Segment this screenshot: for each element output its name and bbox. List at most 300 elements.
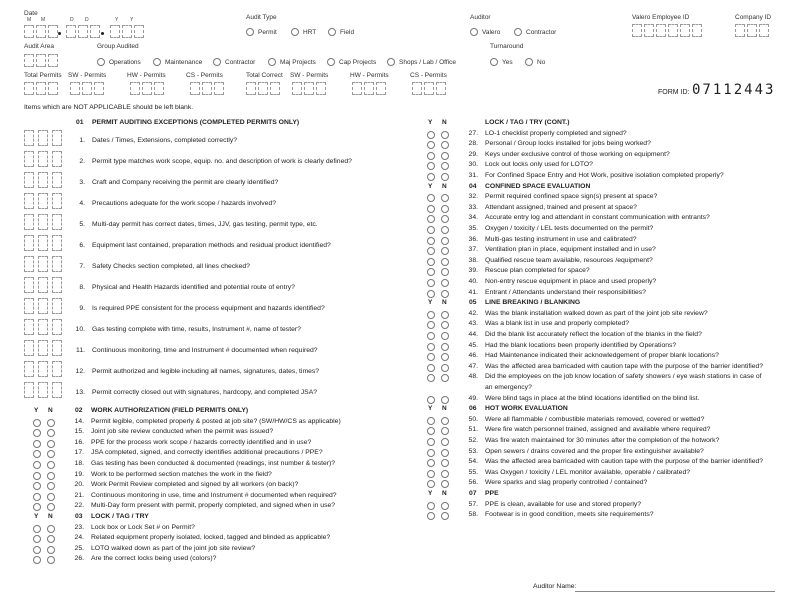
item-question: Multi-day permit has correct dates, times, JJV, gas testing, permit type, etc.	[92, 221, 318, 228]
date-sub-y1: Y	[115, 17, 119, 23]
no-radio[interactable]	[47, 482, 55, 490]
item-number: 40.	[468, 278, 478, 285]
item-question: Keys under exclusive control of those working on equipment?	[485, 150, 670, 158]
cs-correct-label: CS - Permits	[410, 72, 447, 79]
cs-permits-field[interactable]	[190, 82, 225, 95]
yes-radio[interactable]	[427, 279, 435, 287]
item-question: Is required PPE consistent for the process equipment and hazards identified?	[92, 305, 325, 312]
no-radio[interactable]	[47, 472, 55, 480]
yes-radio[interactable]	[427, 226, 435, 234]
no-radio[interactable]	[441, 311, 449, 319]
item-question: Physical and Health Hazards identified and potential route of entry?	[92, 284, 295, 291]
yes-radio[interactable]	[427, 152, 435, 160]
item-question: Footwear is in good condition, meets site requirements?	[485, 511, 654, 519]
item-number: 34.	[468, 214, 478, 222]
yes-column-header: Y	[428, 405, 433, 413]
item-number: 3.	[79, 179, 85, 186]
yes-radio[interactable]	[427, 258, 435, 266]
item-number: 38.	[468, 256, 478, 264]
date-sub-d2: D	[85, 17, 89, 23]
no-radio[interactable]	[441, 449, 449, 457]
date-separator-dot	[101, 32, 104, 35]
item-number: 55.	[468, 468, 478, 476]
audit-type-label: Audit Type	[246, 14, 277, 21]
item-question: Gas testing complete with time, results, Instrument #, name of tester?	[92, 326, 301, 333]
no-radio[interactable]	[441, 353, 449, 361]
item-question: Accurate entry log and attendant in constant communication with entrants?	[485, 214, 710, 222]
item-question: Joint job site review conducted when the permit was issued?	[91, 428, 274, 436]
item-number: 20.	[74, 481, 84, 489]
item-number: 52.	[468, 437, 478, 444]
yes-radio[interactable]	[427, 162, 435, 170]
no-radio[interactable]	[441, 205, 449, 213]
item-question: Dates / Times, Extensions, completed correctly?	[92, 137, 238, 144]
no-radio[interactable]	[441, 374, 449, 382]
auditor-contractor[interactable]: Contractor	[514, 28, 556, 36]
item-question: Had Maintenance indicated their acknowledgement of proper blank locations?	[485, 352, 719, 360]
yes-radio[interactable]	[427, 141, 435, 149]
item-question: Was the affected area barricaded with caution tape with the purpose of the barrier identified?	[485, 362, 764, 370]
yes-radio[interactable]	[427, 459, 435, 467]
yes-radio[interactable]	[33, 429, 41, 437]
item-question: Lock out locks only used for LOTO?	[485, 161, 593, 169]
yes-radio[interactable]	[33, 535, 41, 543]
item-number: 51.	[468, 426, 478, 434]
no-column-header: N	[442, 299, 447, 307]
audit-type-hrt[interactable]: HRT	[291, 28, 316, 36]
item-number: 31.	[468, 172, 478, 179]
no-radio[interactable]	[441, 194, 449, 202]
item-number: 14.	[74, 417, 84, 425]
no-column-header: N	[442, 182, 447, 190]
item-number: 1.	[79, 137, 85, 144]
item-number: 58.	[468, 511, 478, 519]
no-radio[interactable]	[441, 459, 449, 467]
no-radio[interactable]	[47, 525, 55, 533]
item-question: Related equipment properly isolated, locked, tagged and blinded as applicable?	[91, 534, 331, 542]
yes-column-header: Y	[428, 299, 433, 307]
group-operations[interactable]: Operations	[97, 58, 141, 66]
section-number: 03	[75, 513, 83, 520]
form-id-label: FORM ID:	[658, 89, 690, 96]
item-number: 9.	[79, 305, 85, 312]
item-question: Were all flammable / combustible materials removed, covered or wetted?	[485, 415, 705, 423]
group-audited-label: Group Audited	[97, 43, 139, 50]
no-radio[interactable]	[47, 440, 55, 448]
yes-radio[interactable]	[427, 512, 435, 520]
item-question: Oxygen / toxicity / LEL tests documented on the permit?	[485, 225, 654, 232]
yes-radio[interactable]	[427, 343, 435, 351]
total-correct-label: Total Correct	[246, 72, 283, 79]
no-radio[interactable]	[47, 450, 55, 458]
item-number: 44.	[468, 331, 478, 338]
exception-count-boxes[interactable]	[24, 130, 63, 146]
item-question: Permit correctly closed out with signatures, hardcopy, and completed JSA?	[92, 389, 318, 396]
item-question: Personal / Group locks installed for jobs being worked?	[485, 140, 651, 148]
yes-radio[interactable]	[427, 374, 435, 382]
no-radio[interactable]	[441, 152, 449, 160]
date-sub-d1: D	[70, 17, 74, 23]
date-month-field[interactable]	[24, 25, 59, 38]
item-question: Gas testing has been conducted & documented (readings, inst number & tester)?	[91, 460, 336, 467]
item-number: 45.	[468, 341, 478, 349]
item-number: 32.	[468, 193, 478, 201]
yes-column-header: Y	[428, 119, 433, 126]
no-radio[interactable]	[441, 417, 449, 425]
sw-correct-label: SW - Permits	[290, 72, 329, 79]
item-question: For Confined Space Entry and Hot Work, positive isolation completed properly?	[485, 172, 724, 179]
item-question: Attendant assigned, trained and present at space?	[485, 203, 637, 211]
company-id-field[interactable]	[735, 24, 770, 37]
exception-count-boxes[interactable]	[24, 172, 63, 188]
item-question: Were fire watch personnel trained, assigned and available where required?	[485, 426, 711, 434]
no-radio[interactable]	[441, 364, 449, 372]
item-question: Permit required confined space sign(s) present at space?	[485, 193, 658, 201]
no-radio[interactable]	[441, 470, 449, 478]
item-question: Were blind tags in place at the blind locations identified on the blind list.	[485, 394, 700, 402]
no-radio[interactable]	[441, 279, 449, 287]
no-radio[interactable]	[441, 290, 449, 298]
yes-radio[interactable]	[427, 480, 435, 488]
no-radio[interactable]	[441, 427, 449, 435]
sw-correct-field[interactable]	[292, 82, 327, 95]
exception-count-boxes[interactable]	[24, 151, 63, 167]
no-column-header: N	[48, 407, 53, 414]
item-question: Qualified rescue team available, resources /equipment?	[485, 256, 653, 264]
group-maintenance[interactable]: Maintenance	[153, 58, 202, 66]
yes-column-header: Y	[34, 513, 39, 520]
section-title: PPE	[485, 490, 499, 497]
yes-radio[interactable]	[427, 396, 435, 404]
yes-radio[interactable]	[427, 321, 435, 329]
yes-radio[interactable]	[427, 502, 435, 510]
item-number: 46.	[468, 352, 478, 360]
item-question: an emergency?	[485, 384, 532, 391]
yes-radio[interactable]	[427, 332, 435, 340]
item-question: Was a blank list in use and properly completed?	[485, 320, 630, 328]
item-question: Continuous monitoring, time and Instrument # documented when required?	[92, 347, 318, 354]
yes-radio[interactable]	[33, 440, 41, 448]
audit-area-label: Audit Area	[24, 43, 54, 50]
date-year-field[interactable]	[110, 25, 145, 38]
auditor-valero[interactable]: Valero	[470, 28, 500, 36]
no-radio[interactable]	[441, 226, 449, 234]
no-radio[interactable]	[47, 503, 55, 511]
item-number: 25.	[74, 544, 84, 552]
item-number: 19.	[74, 470, 84, 478]
item-question: Ventilation plan in place, equipment installed and in use?	[485, 246, 656, 254]
no-radio[interactable]	[441, 502, 449, 510]
no-radio[interactable]	[441, 215, 449, 223]
no-radio[interactable]	[441, 131, 449, 139]
item-question: Were sparks and slag properly controlled / contained?	[485, 479, 648, 487]
yes-radio[interactable]	[427, 470, 435, 478]
item-number: 50.	[468, 415, 478, 423]
section-number: 04	[469, 182, 477, 190]
section-number: 02	[75, 407, 83, 414]
no-radio[interactable]	[441, 162, 449, 170]
item-question: Did the blank list accurately reflect the location of the blanks in the field?	[485, 331, 702, 338]
total-correct-field[interactable]	[246, 82, 281, 95]
item-number: 12.	[75, 368, 85, 375]
yes-radio[interactable]	[427, 353, 435, 361]
item-question: Work Permit Review completed and signed by all workers (on back)?	[91, 481, 299, 489]
item-question: Work to be performed section matches the work in the field?	[91, 470, 272, 478]
no-radio[interactable]	[47, 546, 55, 554]
exception-count-boxes[interactable]	[24, 340, 63, 356]
no-radio[interactable]	[441, 512, 449, 520]
no-radio[interactable]	[47, 535, 55, 543]
item-number: 7.	[79, 263, 85, 270]
item-question: Lock box or Lock Set # on Permit?	[91, 523, 195, 531]
item-number: 2.	[79, 158, 85, 165]
total-permits-field[interactable]	[24, 82, 59, 95]
yes-radio[interactable]	[33, 450, 41, 458]
item-number: 18.	[74, 460, 84, 467]
item-number: 26.	[74, 555, 84, 563]
yes-radio[interactable]	[427, 247, 435, 255]
item-number: 49.	[468, 394, 478, 402]
no-radio[interactable]	[441, 343, 449, 351]
yes-radio[interactable]	[427, 173, 435, 181]
exception-count-boxes[interactable]	[24, 361, 63, 377]
item-question: LOTO walked down as part of the joint job site review?	[91, 544, 256, 552]
item-question: Permit authorized and legible including all names, signatures, dates, times?	[92, 368, 320, 375]
item-number: 36.	[468, 235, 478, 243]
item-number: 4.	[79, 200, 85, 207]
item-number: 16.	[74, 438, 84, 446]
section-title: HOT WORK EVALUATION	[485, 405, 568, 413]
yes-radio[interactable]	[427, 290, 435, 298]
item-number: 27.	[468, 129, 478, 137]
date-label: Date	[24, 10, 38, 17]
item-number: 23.	[74, 523, 84, 531]
item-question: Multi-gas testing instrument in use and calibrated?	[485, 235, 637, 243]
audit-type-permit[interactable]: Permit	[246, 28, 277, 36]
item-number: 22.	[74, 502, 84, 510]
yes-radio[interactable]	[33, 493, 41, 501]
item-question: Equipment last contained, preparation methods and residual product identified?	[92, 242, 331, 249]
item-number: 11.	[76, 347, 85, 354]
no-radio[interactable]	[47, 419, 55, 427]
item-number: 53.	[468, 447, 478, 455]
exception-count-boxes[interactable]	[24, 193, 63, 209]
item-question: Are the correct locks being used (colors)?	[91, 555, 217, 563]
hw-permits-label: HW - Permits	[127, 72, 166, 79]
cs-permits-label: CS - Permits	[186, 72, 223, 79]
yes-radio[interactable]	[427, 131, 435, 139]
auditor-name-field[interactable]	[575, 591, 775, 592]
group-shops-lab-office[interactable]: Shops / Lab / Office	[387, 58, 456, 66]
item-number: 57.	[468, 500, 478, 508]
item-question: Safety Checks section completed, all lines checked?	[92, 263, 250, 270]
item-question: Continuous monitoring in use, time and Instrument # documented when required?	[91, 491, 337, 499]
item-question: JSA completed, signed, and correctly identifies additional precautions / PPE?	[91, 449, 323, 457]
item-number: 37.	[468, 246, 478, 254]
section-01-title: PERMIT AUDITING EXCEPTIONS (COMPLETED PERMITS ONLY)	[92, 119, 300, 126]
no-radio[interactable]	[47, 429, 55, 437]
exception-count-boxes[interactable]	[24, 256, 63, 272]
turnaround-no[interactable]: No	[525, 58, 545, 66]
yes-radio[interactable]	[33, 556, 41, 564]
sw-permits-field[interactable]	[70, 82, 105, 95]
item-question: Craft and Company receiving the permit are clearly identified?	[92, 179, 279, 186]
no-column-header: N	[442, 119, 447, 126]
na-note: Items which are NOT APPLICABLE should be left blank.	[24, 104, 194, 111]
yes-radio[interactable]	[33, 461, 41, 469]
date-separator-dot	[58, 32, 61, 35]
exception-count-boxes[interactable]	[24, 298, 63, 314]
section-01-number: 01	[76, 119, 84, 126]
item-question: Open sewers / drains covered and the proper fire extinguisher available?	[485, 447, 704, 455]
item-question: Had the blank locations been properly identified by Operations?	[485, 341, 677, 349]
yes-radio[interactable]	[33, 419, 41, 427]
item-number: 43.	[468, 320, 478, 328]
yes-column-header: Y	[428, 182, 433, 190]
item-question: Precautions adequate for the work scope / hazards involved?	[92, 200, 277, 207]
section-number: 07	[469, 490, 477, 497]
section-number: 05	[469, 299, 477, 307]
date-day-field[interactable]	[66, 25, 101, 38]
turnaround-label: Turnaround	[490, 43, 524, 50]
yes-radio[interactable]	[427, 268, 435, 276]
item-number: 39.	[468, 267, 478, 275]
yes-radio[interactable]	[427, 427, 435, 435]
no-radio[interactable]	[441, 396, 449, 404]
item-number: 24.	[74, 534, 84, 542]
item-number: 54.	[468, 458, 478, 466]
group-maj-projects[interactable]: Maj Projects	[268, 58, 316, 66]
hw-correct-field[interactable]	[352, 82, 387, 95]
auditor-name-label: Auditor Name:	[533, 583, 577, 590]
item-question: Permit legible, completed properly & posted at job site? (SW/HW/CS as applicable)	[91, 417, 341, 425]
yes-radio[interactable]	[33, 546, 41, 554]
no-radio[interactable]	[47, 461, 55, 469]
yes-radio[interactable]	[427, 438, 435, 446]
item-question: Was Oxygen / toxicity / LEL monitor available, operable / calibrated?	[485, 468, 691, 476]
hw-correct-label: HW - Permits	[350, 72, 389, 79]
item-question: Rescue plan completed for space?	[485, 267, 590, 275]
exception-count-boxes[interactable]	[24, 277, 63, 293]
form-id-value: 07112443	[692, 82, 776, 98]
section-title: CONFINED SPACE EVALUATION	[485, 182, 591, 190]
yes-radio[interactable]	[33, 503, 41, 511]
yes-radio[interactable]	[427, 417, 435, 425]
yes-radio[interactable]	[33, 472, 41, 480]
yes-radio[interactable]	[427, 311, 435, 319]
date-sub-y2: Y	[130, 17, 134, 23]
item-question: Multi-Day form present with permit, properly completed, and signed when in use?	[91, 502, 336, 510]
item-question: Permit type matches work scope, equip. no. and description of work is clearly defined?	[92, 158, 352, 165]
employee-id-label: Valero Employee ID	[632, 14, 690, 21]
item-number: 42.	[468, 309, 478, 317]
yes-radio[interactable]	[33, 525, 41, 533]
no-column-header: N	[442, 405, 447, 413]
no-radio[interactable]	[441, 247, 449, 255]
no-column-header: N	[442, 490, 447, 497]
item-number: 17.	[74, 449, 84, 457]
no-column-header: N	[48, 513, 53, 520]
no-radio[interactable]	[441, 141, 449, 149]
no-radio[interactable]	[47, 493, 55, 501]
item-number: 30.	[468, 161, 478, 169]
no-radio[interactable]	[441, 332, 449, 340]
yes-radio[interactable]	[427, 194, 435, 202]
item-number: 33.	[468, 203, 478, 211]
item-number: 21.	[74, 491, 84, 499]
item-question: Was the blank installation walked down as part of the joint job site review?	[485, 309, 708, 317]
yes-radio[interactable]	[427, 205, 435, 213]
no-radio[interactable]	[441, 173, 449, 181]
no-radio[interactable]	[47, 556, 55, 564]
item-number: 48.	[468, 373, 478, 381]
yes-radio[interactable]	[427, 237, 435, 245]
total-permits-label: Total Permits	[24, 72, 62, 79]
item-number: 56.	[468, 479, 478, 487]
date-sub-m1: M	[27, 17, 32, 23]
item-question: Was the affected area barricaded with caution tape with the purpose of the barrier identified?	[485, 458, 764, 466]
item-number: 13.	[75, 389, 85, 396]
audit-area-field[interactable]	[24, 54, 59, 67]
exception-count-boxes[interactable]	[24, 319, 63, 335]
no-radio[interactable]	[441, 268, 449, 276]
employee-id-field[interactable]	[632, 24, 703, 37]
no-radio[interactable]	[441, 438, 449, 446]
hw-permits-field[interactable]	[130, 82, 165, 95]
no-radio[interactable]	[441, 237, 449, 245]
audit-type-field[interactable]: Field	[328, 28, 354, 36]
item-number: 5.	[79, 221, 85, 228]
group-cap-projects[interactable]: Cap Projects	[327, 58, 376, 66]
exception-count-boxes[interactable]	[24, 382, 63, 398]
yes-radio[interactable]	[427, 449, 435, 457]
cs-correct-field[interactable]	[412, 82, 447, 95]
company-id-label: Company ID	[735, 14, 772, 21]
item-question: Was fire watch maintained for 30 minutes after the completion of the hotwork?	[485, 437, 720, 444]
item-number: 8.	[79, 284, 85, 291]
yes-radio[interactable]	[33, 482, 41, 490]
no-radio[interactable]	[441, 258, 449, 266]
yes-radio[interactable]	[427, 215, 435, 223]
section-title: WORK AUTHORIZATION (FIELD PERMITS ONLY)	[91, 407, 249, 414]
section-number: 06	[469, 405, 477, 413]
exception-count-boxes[interactable]	[24, 235, 63, 251]
item-number: 15.	[74, 428, 84, 436]
date-sub-m2: M	[41, 17, 46, 23]
section-title: LOCK / TAG / TRY	[91, 513, 149, 520]
item-number: 29.	[468, 150, 478, 158]
item-number: 28.	[468, 140, 478, 148]
item-number: 10.	[75, 326, 85, 333]
auditor-label: Auditor	[470, 14, 491, 21]
no-radio[interactable]	[441, 480, 449, 488]
turnaround-yes[interactable]: Yes	[490, 58, 513, 66]
exception-count-boxes[interactable]	[24, 214, 63, 230]
yes-column-header: Y	[428, 490, 433, 497]
item-question: LO-1 checklist properly completed and signed?	[485, 129, 627, 137]
yes-column-header: Y	[34, 407, 39, 414]
sw-permits-label: SW - Permits	[68, 72, 107, 79]
item-number: 41.	[468, 288, 478, 296]
item-number: 6.	[79, 242, 85, 249]
no-radio[interactable]	[441, 321, 449, 329]
yes-radio[interactable]	[427, 364, 435, 372]
group-contractor[interactable]: Contractor	[213, 58, 255, 66]
item-question: PPE for the process work scope / hazards correctly identified and in use?	[91, 438, 312, 446]
item-question: Did the employees on the job know location of safety showers / eye wash stations in case of	[485, 373, 762, 381]
item-question: Non-entry rescue equipment in place and used properly?	[485, 278, 657, 285]
item-number: 47.	[468, 362, 478, 370]
